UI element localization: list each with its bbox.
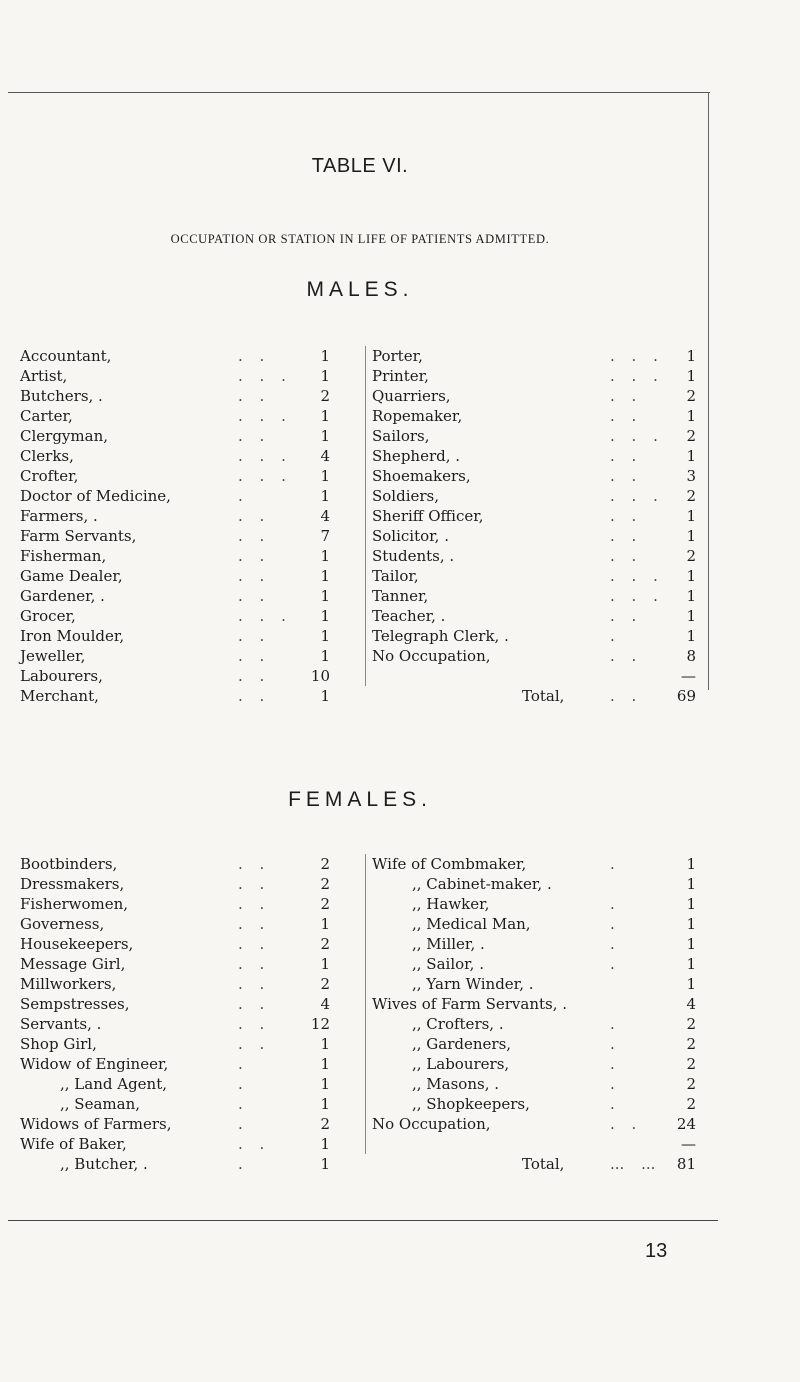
occupation-label: Farm Servants, bbox=[20, 527, 137, 545]
table-row bbox=[20, 386, 360, 406]
leader-dots: . . bbox=[610, 607, 637, 625]
count-value: 1 bbox=[320, 955, 330, 973]
count-value: — bbox=[681, 1135, 696, 1153]
table-row bbox=[372, 546, 712, 566]
count-value: 1 bbox=[320, 1075, 330, 1093]
table-row bbox=[20, 1074, 360, 1094]
count-value: 1 bbox=[686, 627, 696, 645]
count-value: 1 bbox=[320, 567, 330, 585]
leader-dots: . . bbox=[238, 627, 265, 645]
count-value: — bbox=[681, 667, 696, 685]
leader-dots: . . bbox=[238, 547, 265, 565]
table-row bbox=[372, 446, 712, 466]
page-number: 13 bbox=[645, 1240, 668, 1262]
leader-dots: . . bbox=[238, 935, 265, 953]
table-row bbox=[372, 1154, 712, 1174]
leader-dots: . . . bbox=[610, 487, 658, 505]
leader-dots: . bbox=[610, 1035, 615, 1053]
count-value: 4 bbox=[320, 995, 330, 1013]
table-row bbox=[20, 466, 360, 486]
count-value: 10 bbox=[310, 667, 330, 685]
leader-dots: . . bbox=[238, 955, 265, 973]
table-row bbox=[20, 1094, 360, 1114]
table-row bbox=[372, 854, 712, 874]
occupation-label: ,, Gardeners, bbox=[412, 1035, 512, 1053]
table-row bbox=[372, 1094, 712, 1114]
count-value: 1 bbox=[320, 347, 330, 365]
table-row bbox=[20, 626, 360, 646]
occupation-label: Widow of Engineer, bbox=[20, 1055, 169, 1073]
count-value: 1 bbox=[320, 607, 330, 625]
table-row bbox=[372, 666, 712, 686]
leader-dots: . . bbox=[610, 387, 637, 405]
table-row bbox=[20, 874, 360, 894]
occupation-label: Students, . bbox=[372, 547, 455, 565]
occupation-label: Soldiers, bbox=[372, 487, 440, 505]
occupation-label: Wife of Combmaker, bbox=[372, 855, 527, 873]
leader-dots: . bbox=[610, 1095, 615, 1113]
count-value: 1 bbox=[320, 467, 330, 485]
occupation-label: Dressmakers, bbox=[20, 875, 125, 893]
table-row bbox=[20, 646, 360, 666]
count-value: 1 bbox=[686, 607, 696, 625]
leader-dots: . bbox=[610, 915, 615, 933]
table-row bbox=[20, 1034, 360, 1054]
leader-dots: . bbox=[610, 855, 615, 873]
table-row bbox=[20, 914, 360, 934]
leader-dots: . . bbox=[238, 507, 265, 525]
count-value: 1 bbox=[686, 407, 696, 425]
table-row bbox=[372, 1134, 712, 1154]
table-row bbox=[372, 914, 712, 934]
count-value: 24 bbox=[676, 1115, 696, 1133]
occupation-label: Servants, . bbox=[20, 1015, 102, 1033]
table-row bbox=[372, 1054, 712, 1074]
table-row bbox=[372, 874, 712, 894]
table-row bbox=[20, 366, 360, 386]
occupation-label: ,, Seaman, bbox=[60, 1095, 140, 1113]
males-left-column bbox=[20, 346, 360, 706]
males-heading: MALES. bbox=[306, 278, 414, 301]
males-column-divider bbox=[365, 346, 366, 686]
leader-dots: . . bbox=[238, 387, 265, 405]
table-row bbox=[372, 1014, 712, 1034]
occupation-label: Porter, bbox=[372, 347, 423, 365]
occupation-label: Message Girl, bbox=[20, 955, 126, 973]
table-row bbox=[372, 506, 712, 526]
leader-dots: . bbox=[238, 1055, 243, 1073]
table-row bbox=[20, 586, 360, 606]
leader-dots: . . bbox=[238, 347, 265, 365]
count-value: 2 bbox=[686, 1035, 696, 1053]
count-value: 4 bbox=[686, 995, 696, 1013]
count-value: 2 bbox=[686, 1055, 696, 1073]
count-value: 1 bbox=[320, 1055, 330, 1073]
occupation-label: Carter, bbox=[20, 407, 73, 425]
table-row bbox=[372, 1034, 712, 1054]
count-value: 1 bbox=[320, 1155, 330, 1173]
table-row bbox=[372, 566, 712, 586]
count-value: 1 bbox=[686, 507, 696, 525]
table-row bbox=[372, 974, 712, 994]
occupation-label: ,, Land Agent, bbox=[60, 1075, 168, 1093]
occupation-label: Wives of Farm Servants, . bbox=[372, 995, 568, 1013]
occupation-label: ,, Sailor, . bbox=[412, 955, 484, 973]
leader-dots: . bbox=[238, 487, 243, 505]
table-row bbox=[20, 486, 360, 506]
leader-dots: . . bbox=[238, 667, 265, 685]
leader-dots: . . . bbox=[610, 367, 658, 385]
count-value: 1 bbox=[320, 647, 330, 665]
occupation-label: Solicitor, . bbox=[372, 527, 449, 545]
occupation-label: ,, Yarn Winder, . bbox=[412, 975, 534, 993]
table-row bbox=[20, 566, 360, 586]
occupation-label: Sheriff Officer, bbox=[372, 507, 484, 525]
count-value: 2 bbox=[320, 387, 330, 405]
occupation-label: ,, Shopkeepers, bbox=[412, 1095, 530, 1113]
occupation-label: ,, Butcher, . bbox=[60, 1155, 148, 1173]
table-row bbox=[20, 1154, 360, 1174]
count-value: 2 bbox=[320, 975, 330, 993]
count-value: 8 bbox=[686, 647, 696, 665]
leader-dots: . bbox=[238, 1095, 243, 1113]
count-value: 1 bbox=[686, 527, 696, 545]
occupation-label: Shepherd, . bbox=[372, 447, 461, 465]
occupation-label: ,, Cabinet-maker, . bbox=[412, 875, 552, 893]
leader-dots: . . bbox=[238, 687, 265, 705]
top-rule bbox=[8, 92, 710, 93]
table-row bbox=[372, 954, 712, 974]
occupation-label: ,, Crofters, . bbox=[412, 1015, 504, 1033]
occupation-label: Farmers, . bbox=[20, 507, 98, 525]
count-value: 1 bbox=[686, 855, 696, 873]
total-label: Total, bbox=[522, 1155, 565, 1173]
table-row bbox=[372, 526, 712, 546]
leader-dots: . . bbox=[610, 447, 637, 465]
count-value: 1 bbox=[320, 487, 330, 505]
count-value: 12 bbox=[310, 1015, 330, 1033]
leader-dots: . bbox=[610, 1075, 615, 1093]
occupation-label: Game Dealer, bbox=[20, 567, 123, 585]
count-value: 1 bbox=[686, 915, 696, 933]
leader-dots: . . . bbox=[610, 347, 658, 365]
leader-dots: . . bbox=[238, 995, 265, 1013]
leader-dots: . bbox=[610, 1055, 615, 1073]
leader-dots: . bbox=[610, 1015, 615, 1033]
occupation-label: Merchant, bbox=[20, 687, 99, 705]
table-row bbox=[372, 386, 712, 406]
count-value: 1 bbox=[686, 587, 696, 605]
leader-dots: . bbox=[238, 1075, 243, 1093]
table-row bbox=[372, 1074, 712, 1094]
table-row bbox=[20, 1114, 360, 1134]
count-value: 1 bbox=[686, 955, 696, 973]
leader-dots: . . bbox=[238, 975, 265, 993]
table-row bbox=[20, 506, 360, 526]
leader-dots: . . . bbox=[238, 467, 286, 485]
table-row bbox=[372, 626, 712, 646]
leader-dots: . . bbox=[238, 1135, 265, 1153]
occupation-label: Gardener, . bbox=[20, 587, 105, 605]
table-row bbox=[20, 446, 360, 466]
table-row bbox=[20, 526, 360, 546]
leader-dots: . . bbox=[238, 567, 265, 585]
leader-dots: . . bbox=[238, 915, 265, 933]
leader-dots: . . bbox=[238, 647, 265, 665]
count-value: 1 bbox=[320, 687, 330, 705]
table-row bbox=[372, 646, 712, 666]
leader-dots: . bbox=[610, 627, 615, 645]
occupation-label: Grocer, bbox=[20, 607, 76, 625]
count-value: 1 bbox=[686, 367, 696, 385]
occupation-label: Jeweller, bbox=[20, 647, 86, 665]
leader-dots: . . bbox=[610, 527, 637, 545]
occupation-label: Telegraph Clerk, . bbox=[372, 627, 509, 645]
occupation-label: Fisherwomen, bbox=[20, 895, 129, 913]
occupation-label: Fisherman, bbox=[20, 547, 107, 565]
occupation-label: Widows of Farmers, bbox=[20, 1115, 172, 1133]
leader-dots: . . bbox=[238, 855, 265, 873]
leader-dots: . . bbox=[610, 547, 637, 565]
leader-dots: . bbox=[238, 1155, 243, 1173]
count-value: 1 bbox=[320, 547, 330, 565]
count-value: 2 bbox=[686, 427, 696, 445]
table-row bbox=[372, 346, 712, 366]
count-value: 7 bbox=[320, 527, 330, 545]
table-row bbox=[20, 994, 360, 1014]
table-subtitle: OCCUPATION OR STATION IN LIFE OF PATIENTS ADMITTED. bbox=[170, 232, 550, 246]
table-row bbox=[20, 546, 360, 566]
occupation-label: Quarriers, bbox=[372, 387, 451, 405]
count-value: 1 bbox=[686, 567, 696, 585]
total-value: 81 bbox=[676, 1155, 696, 1173]
table-row bbox=[372, 1114, 712, 1134]
table-row bbox=[20, 426, 360, 446]
leader-dots: . . . bbox=[238, 447, 286, 465]
count-value: 1 bbox=[686, 975, 696, 993]
count-value: 2 bbox=[686, 1095, 696, 1113]
occupation-label: ,, Masons, . bbox=[412, 1075, 499, 1093]
occupation-label: ,, Medical Man, bbox=[412, 915, 531, 933]
occupation-label: Iron Moulder, bbox=[20, 627, 125, 645]
table-row bbox=[372, 466, 712, 486]
occupation-label: Governess, bbox=[20, 915, 105, 933]
leader-dots: . . bbox=[238, 1015, 265, 1033]
count-value: 2 bbox=[320, 895, 330, 913]
table-row bbox=[20, 606, 360, 626]
count-value: 2 bbox=[320, 875, 330, 893]
leader-dots: . . bbox=[610, 1115, 637, 1133]
occupation-label: Shoemakers, bbox=[372, 467, 471, 485]
leader-dots: . bbox=[238, 1115, 243, 1133]
count-value: 1 bbox=[686, 347, 696, 365]
females-column-divider bbox=[365, 854, 366, 1154]
occupation-label: Butchers, . bbox=[20, 387, 103, 405]
occupation-label: ,, Labourers, bbox=[412, 1055, 510, 1073]
table-row bbox=[372, 366, 712, 386]
occupation-label: Doctor of Medicine, bbox=[20, 487, 171, 505]
leader-dots: . bbox=[610, 895, 615, 913]
table-row bbox=[372, 486, 712, 506]
count-value: 1 bbox=[320, 1095, 330, 1113]
leader-dots: . . bbox=[238, 427, 265, 445]
count-value: 2 bbox=[686, 1075, 696, 1093]
occupation-label: No Occupation, bbox=[372, 647, 491, 665]
count-value: 1 bbox=[320, 915, 330, 933]
count-value: 4 bbox=[320, 447, 330, 465]
table-row bbox=[20, 1134, 360, 1154]
leader-dots: . bbox=[610, 955, 615, 973]
count-value: 1 bbox=[320, 367, 330, 385]
leader-dots: ... ... bbox=[610, 1155, 656, 1173]
leader-dots: . . bbox=[610, 647, 637, 665]
leader-dots: . . . bbox=[238, 367, 286, 385]
occupation-label: Sailors, bbox=[372, 427, 430, 445]
females-right-column bbox=[372, 854, 712, 1174]
occupation-label: ,, Miller, . bbox=[412, 935, 485, 953]
count-value: 2 bbox=[686, 547, 696, 565]
count-value: 1 bbox=[686, 935, 696, 953]
table-row bbox=[20, 346, 360, 366]
males-right-column bbox=[372, 346, 712, 706]
occupation-label: No Occupation, bbox=[372, 1115, 491, 1133]
occupation-label: Bootbinders, bbox=[20, 855, 118, 873]
table-row bbox=[20, 1014, 360, 1034]
count-value: 1 bbox=[686, 875, 696, 893]
count-value: 1 bbox=[686, 895, 696, 913]
count-value: 2 bbox=[686, 1015, 696, 1033]
table-row bbox=[372, 994, 712, 1014]
total-label: Total, bbox=[522, 687, 565, 705]
table-row bbox=[372, 894, 712, 914]
table-row bbox=[20, 666, 360, 686]
females-left-column bbox=[20, 854, 360, 1174]
table-row bbox=[20, 894, 360, 914]
count-value: 2 bbox=[320, 855, 330, 873]
occupation-label: Millworkers, bbox=[20, 975, 117, 993]
count-value: 2 bbox=[686, 487, 696, 505]
occupation-label: Clerks, bbox=[20, 447, 74, 465]
leader-dots: . . bbox=[610, 687, 637, 705]
count-value: 4 bbox=[320, 507, 330, 525]
table-row bbox=[372, 406, 712, 426]
table-row bbox=[372, 606, 712, 626]
count-value: 1 bbox=[320, 407, 330, 425]
leader-dots: . . bbox=[238, 587, 265, 605]
occupation-label: Printer, bbox=[372, 367, 429, 385]
leader-dots: . . bbox=[238, 875, 265, 893]
count-value: 3 bbox=[686, 467, 696, 485]
occupation-label: Labourers, bbox=[20, 667, 103, 685]
table-row bbox=[372, 686, 712, 706]
leader-dots: . . . bbox=[238, 607, 286, 625]
leader-dots: . . . bbox=[610, 587, 658, 605]
occupation-label: Sempstresses, bbox=[20, 995, 130, 1013]
count-value: 1 bbox=[320, 627, 330, 645]
table-row bbox=[372, 426, 712, 446]
leader-dots: . bbox=[610, 935, 615, 953]
leader-dots: . . bbox=[610, 467, 637, 485]
occupation-label: Shop Girl, bbox=[20, 1035, 97, 1053]
leader-dots: . . bbox=[238, 895, 265, 913]
occupation-label: Crofter, bbox=[20, 467, 79, 485]
table-row bbox=[20, 1054, 360, 1074]
leader-dots: . . bbox=[238, 1035, 265, 1053]
occupation-label: ,, Hawker, bbox=[412, 895, 490, 913]
leader-dots: . . bbox=[610, 407, 637, 425]
leader-dots: . . bbox=[610, 507, 637, 525]
occupation-label: Teacher, . bbox=[372, 607, 446, 625]
bottom-rule bbox=[8, 1220, 718, 1221]
occupation-label: Clergyman, bbox=[20, 427, 108, 445]
leader-dots: . . bbox=[238, 527, 265, 545]
females-heading: FEMALES. bbox=[288, 788, 432, 811]
occupation-label: Tanner, bbox=[372, 587, 429, 605]
count-value: 2 bbox=[686, 387, 696, 405]
occupation-label: Housekeepers, bbox=[20, 935, 134, 953]
table-row bbox=[20, 406, 360, 426]
table-row bbox=[20, 854, 360, 874]
table-row bbox=[372, 586, 712, 606]
occupation-label: Ropemaker, bbox=[372, 407, 463, 425]
total-value: 69 bbox=[676, 687, 696, 705]
count-value: 1 bbox=[320, 1035, 330, 1053]
count-value: 2 bbox=[320, 1115, 330, 1133]
leader-dots: . . . bbox=[610, 567, 658, 585]
occupation-label: Tailor, bbox=[372, 567, 419, 585]
leader-dots: . . . bbox=[238, 407, 286, 425]
table-row bbox=[20, 954, 360, 974]
occupation-label: Artist, bbox=[20, 367, 68, 385]
table-row bbox=[20, 974, 360, 994]
count-value: 1 bbox=[320, 427, 330, 445]
count-value: 1 bbox=[320, 587, 330, 605]
leader-dots: . . . bbox=[610, 427, 658, 445]
table-row bbox=[20, 934, 360, 954]
table-title: TABLE VI. bbox=[311, 155, 409, 177]
count-value: 1 bbox=[320, 1135, 330, 1153]
count-value: 2 bbox=[320, 935, 330, 953]
table-row bbox=[372, 934, 712, 954]
table-row bbox=[20, 686, 360, 706]
occupation-label: Accountant, bbox=[20, 347, 112, 365]
occupation-label: Wife of Baker, bbox=[20, 1135, 127, 1153]
count-value: 1 bbox=[686, 447, 696, 465]
